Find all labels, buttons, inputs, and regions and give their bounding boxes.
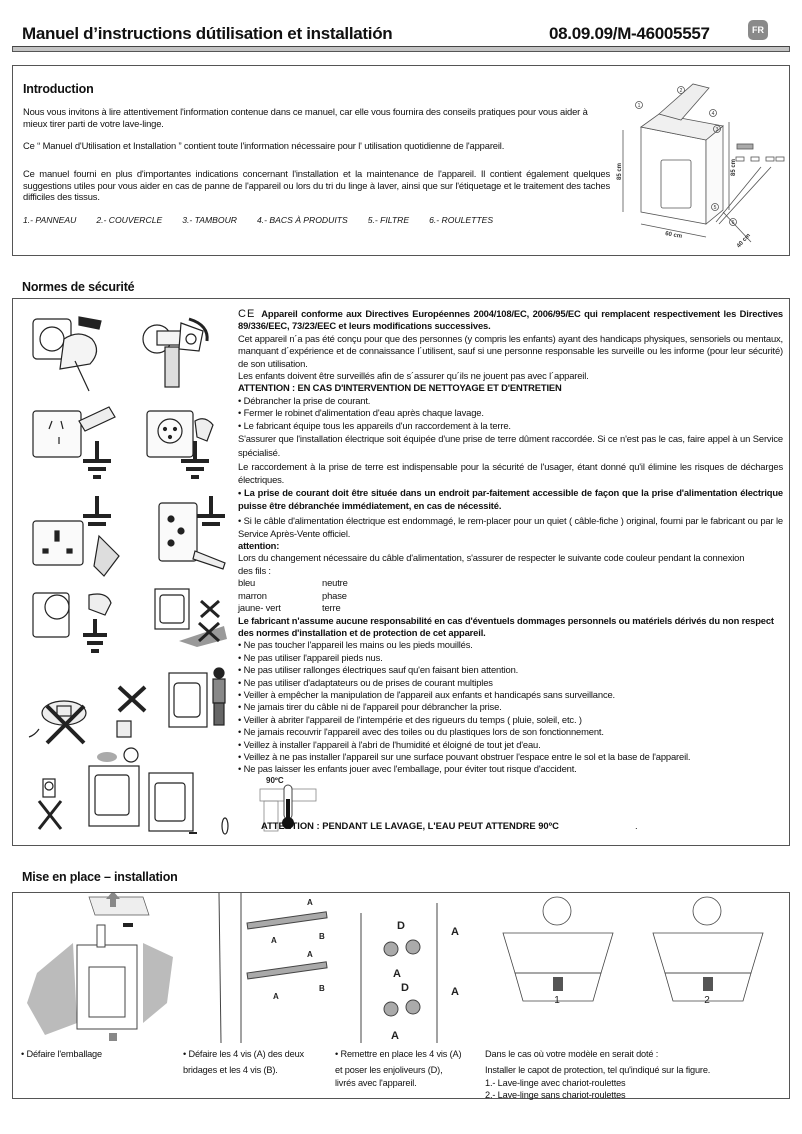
part-label: 2.- COUVERCLE <box>96 215 163 225</box>
svg-text:A: A <box>307 898 313 907</box>
svg-text:B: B <box>319 932 325 941</box>
svg-text:A: A <box>307 950 313 959</box>
part-label: 6.- ROULETTES <box>429 215 494 225</box>
svg-text:40 cm: 40 cm <box>736 232 752 250</box>
safety-item: • Ne pas laisser les enfants jouer avec l'emballage, pour éviter tout risque d'accident. <box>238 763 577 775</box>
svg-text:60 cm: 60 cm <box>664 231 683 240</box>
water-tap-icon <box>143 319 207 387</box>
part-label: 4.- BACS À PRODUITS <box>256 215 348 225</box>
document-title: Manuel d’instructions dútilisation et installatión <box>22 24 393 43</box>
maintenance-item: • Fermer le robinet d'alimentation d'eau après chaque lavage. <box>238 407 484 419</box>
svg-text:1: 1 <box>554 995 560 1003</box>
maintenance-item: • Le fabricant équipe tous les appareils d'un raccordement à la terre. <box>238 419 511 431</box>
svg-text:A: A <box>271 936 277 945</box>
svg-text:2: 2 <box>679 88 683 94</box>
safety-section <box>12 298 790 846</box>
intro-paragraph: Nous vous invitons à lire attentivement l'information contenue dans ce manuel, car elle vous fournira des conseils pratiques pour vous aider à mieux tirer parti de votre lave-linge. <box>23 106 588 129</box>
ce-mark-icon: CE <box>238 308 256 320</box>
maintenance-heading: ATTENTION : EN CAS D'INTERVENTION DE NETTOYAGE ET D'ENTRETIEN <box>238 382 562 394</box>
section-title-installation: Mise en place – installation <box>22 870 178 884</box>
color-code-row: bleu neutre <box>238 577 348 589</box>
directive-statement: CE Appareil conforme aux Directives Européennes 2004/108/EC, 2006/95/EC qui remplacent respectivement les Directives 89/336/EEC, 73/23/EEC et leurs modifications successives. <box>238 308 783 332</box>
svg-text:3: 3 <box>715 127 719 133</box>
transport-brackets-illustration-icon <box>179 893 339 1043</box>
part-label: 3.- TAMBOUR <box>182 215 237 225</box>
attention-label: attention: <box>238 540 280 552</box>
svg-text:D: D <box>401 982 409 994</box>
brackets-figure <box>179 893 339 1043</box>
safety-item: • Ne jamais recouvrir l'appareil avec des toiles ou du plastiques lors de son fonctionnement. <box>238 726 604 738</box>
parts-legend <box>23 215 513 225</box>
no-pull-cable-icon <box>39 779 61 829</box>
washing-machine-diagram <box>611 72 787 250</box>
svg-text:A: A <box>451 926 459 938</box>
svg-text:A: A <box>393 968 401 980</box>
safety-pictograms <box>19 311 231 841</box>
trailing-dot: . <box>635 820 638 831</box>
svg-text:A: A <box>451 986 459 998</box>
svg-text:85 cm: 85 cm <box>617 162 623 180</box>
safety-item: • Ne jamais tirer du câble ni de l'appareil pour débrancher la prise. <box>238 701 502 713</box>
safety-item: • Veiller à abriter l'appareil de l'intempérie et des rigueurs du temps ( pluie, soleil, etc. ) <box>238 713 582 725</box>
child-near-machine-icon <box>169 668 225 727</box>
safety-item: • Ne pas utiliser d'adaptateurs ou de prises de courant multiples <box>238 676 493 688</box>
language-badge: FR <box>748 20 768 40</box>
step-brackets-caption: • Défaire les 4 vis (A) des deux bridages et les 4 vis (B). <box>183 1049 304 1075</box>
svg-text:85 cm: 85 cm <box>731 158 737 176</box>
step-unpack-caption: • Défaire l'emballage <box>21 1049 102 1059</box>
svg-text:D: D <box>397 920 405 932</box>
step-caps-caption: • Remettre en place les 4 vis (A) et poser les enjoliveurs (D), livrés avec l'appareil. <box>335 1049 462 1088</box>
earth-socket-icon <box>33 593 111 651</box>
svg-text:5: 5 <box>713 205 717 211</box>
protective-cover-figures <box>493 893 783 1003</box>
intro-paragraph: Ce manuel fourni en plus d'importantes indications concernant l'installation et la maintenance de l'appareil. Il contient également quelques suggestions utiles pour vous aider en cas de panne de l'appareil ou lors du tri du linge à laver, ainsi que sur l'étiquetage et le traitement des taches difficiles des tissus. <box>23 168 610 203</box>
document-code: 08.09.09/M-46005557 <box>549 24 710 43</box>
unplug-socket-icon <box>33 317 101 391</box>
svg-text:B: B <box>319 984 325 993</box>
color-code-paragraph: Lors du changement nécessaire du câble d'alimentation, s'assurer de respecter le suivante code couleur pendant la connexion des fils : <box>238 552 745 576</box>
part-label: 5.- FILTRE <box>367 215 410 225</box>
washing-machine-illustration-icon <box>611 72 787 250</box>
safety-item: • Ne pas toucher l'appareil les mains ou les pieds mouillés. <box>238 639 473 651</box>
svg-text:4: 4 <box>711 111 715 117</box>
svg-text:A: A <box>273 992 279 1001</box>
earth-paragraph: Le raccordement à la prise de terre est indispensable pour la sécurité de l'usager, étant donné qu'il élimine les risques de décharges électriques. <box>238 461 783 486</box>
safety-text-block <box>238 308 783 776</box>
cover-caps-illustration-icon <box>341 893 491 1043</box>
safety-item: • Veillez à installer l'appareil à l'abri de l'humidité et éloigné de tout jet d'eau. <box>238 738 541 750</box>
unpacking-figure <box>17 893 177 1043</box>
no-extension-cord-icon <box>29 701 86 743</box>
section-title-safety: Normes de sécurité <box>22 280 135 294</box>
floor-clearance-icon <box>149 773 228 834</box>
cover-caps-figure <box>341 893 491 1043</box>
intro-paragraph: Ce “ Manuel d'Utilisation et Installation ” contient toute l'information nécessaire pour l' utilisation quotidienne de l'appareil. <box>23 140 505 151</box>
installation-section <box>12 892 790 1099</box>
color-code-row: marron phase <box>238 589 347 601</box>
earth-socket-icon <box>159 496 225 569</box>
earth-socket-icon <box>33 407 115 477</box>
svg-text:1: 1 <box>637 103 641 109</box>
socket-accessible-paragraph: • La prise de courant doit être située dans un endroit par-faitement accessible de façon que la prise d'alimentation électrique puisse être débranchée immédiatement, en cas de nécessité. <box>238 487 783 512</box>
unpacking-illustration-icon <box>17 893 177 1043</box>
svg-text:A: A <box>391 1030 399 1042</box>
liability-statement: Le fabricant n'assume aucune responsabilité en cas d'éventuels dommages personnels ou matériels dérivés du non respect des normes d'installation et de protection de cet appareil. <box>238 614 774 638</box>
children-paragraph: Les enfants doivent être surveillés afin de s´assurer qu´ils ne jouent pas avec l´appareil. <box>238 370 589 382</box>
safety-item: • Ne pas utiliser l'appareil pieds nus. <box>238 651 383 663</box>
design-paragraph: Cet appareil n´a pas été conçu pour que des personnes (y compris les enfants) ayant des handicaps physiques, sensoriels ou mentaux, manquant d´expérience et de connaissance l´utilisent, sauf si une personne responsable les surveille ou les informe (pour leur sécurité) de son utilisation. <box>238 332 783 369</box>
earth-socket-icon <box>147 411 213 477</box>
introduction-section <box>12 65 790 256</box>
safety-item: • Veiller à empêcher la manipulation de l'appareil aux enfants et handicapés sans surveillance. <box>238 688 615 700</box>
svg-text:90ºC: 90ºC <box>266 776 284 785</box>
color-code-row: jaune- vert terre <box>238 602 341 614</box>
section-title-introduction: Introduction <box>23 82 94 96</box>
no-multi-adapter-icon <box>117 687 145 737</box>
maintenance-item: • Débrancher la prise de courant. <box>238 394 371 406</box>
safety-item: • Veillez à ne pas installer l'appareil sur une surface pouvant obstruer l'espace entre le sol et la base de l'appareil. <box>238 750 691 762</box>
svg-text:6: 6 <box>731 220 735 226</box>
step-cover-caption: Dans le cas où votre modèle en serait doté : Installer le capot de protection, tel qu'indiqué sur la figure. 1.- Lave-linge avec chariot-roulettes 2.- Lave-linge sans chariot-roulettes <box>485 1049 711 1101</box>
header-divider-bar <box>12 46 790 52</box>
no-wet-feet-icon <box>155 589 227 647</box>
earth-socket-icon <box>33 496 119 576</box>
weather-protection-icon <box>89 748 139 826</box>
safety-item: • Ne pas utiliser rallonges électriques sauf qu'en faisant bien attention. <box>238 664 519 676</box>
earth-paragraph: S'assurer que l'installation électrique soit équipée d'une prise de terre dûment raccordée. Si ce n'est pas le cas, faire appel à un Service spécialisé. <box>238 433 783 459</box>
cable-paragraph: • Si le câble d'alimentation électrique est endommagé, le rem-placer pour un quiet ( câble-fiche ) original, fourni par le fabricant ou par le Service Après-Vente officiel. <box>238 515 783 540</box>
hot-water-warning: ATTENTION : PENDANT LE LAVAGE, L'EAU PEUT ATTENDRE 90ºC <box>261 820 559 831</box>
svg-text:2: 2 <box>704 995 710 1003</box>
protective-cover-illustration-icon <box>493 893 783 1003</box>
part-label: 1.- PANNEAU <box>23 215 77 225</box>
